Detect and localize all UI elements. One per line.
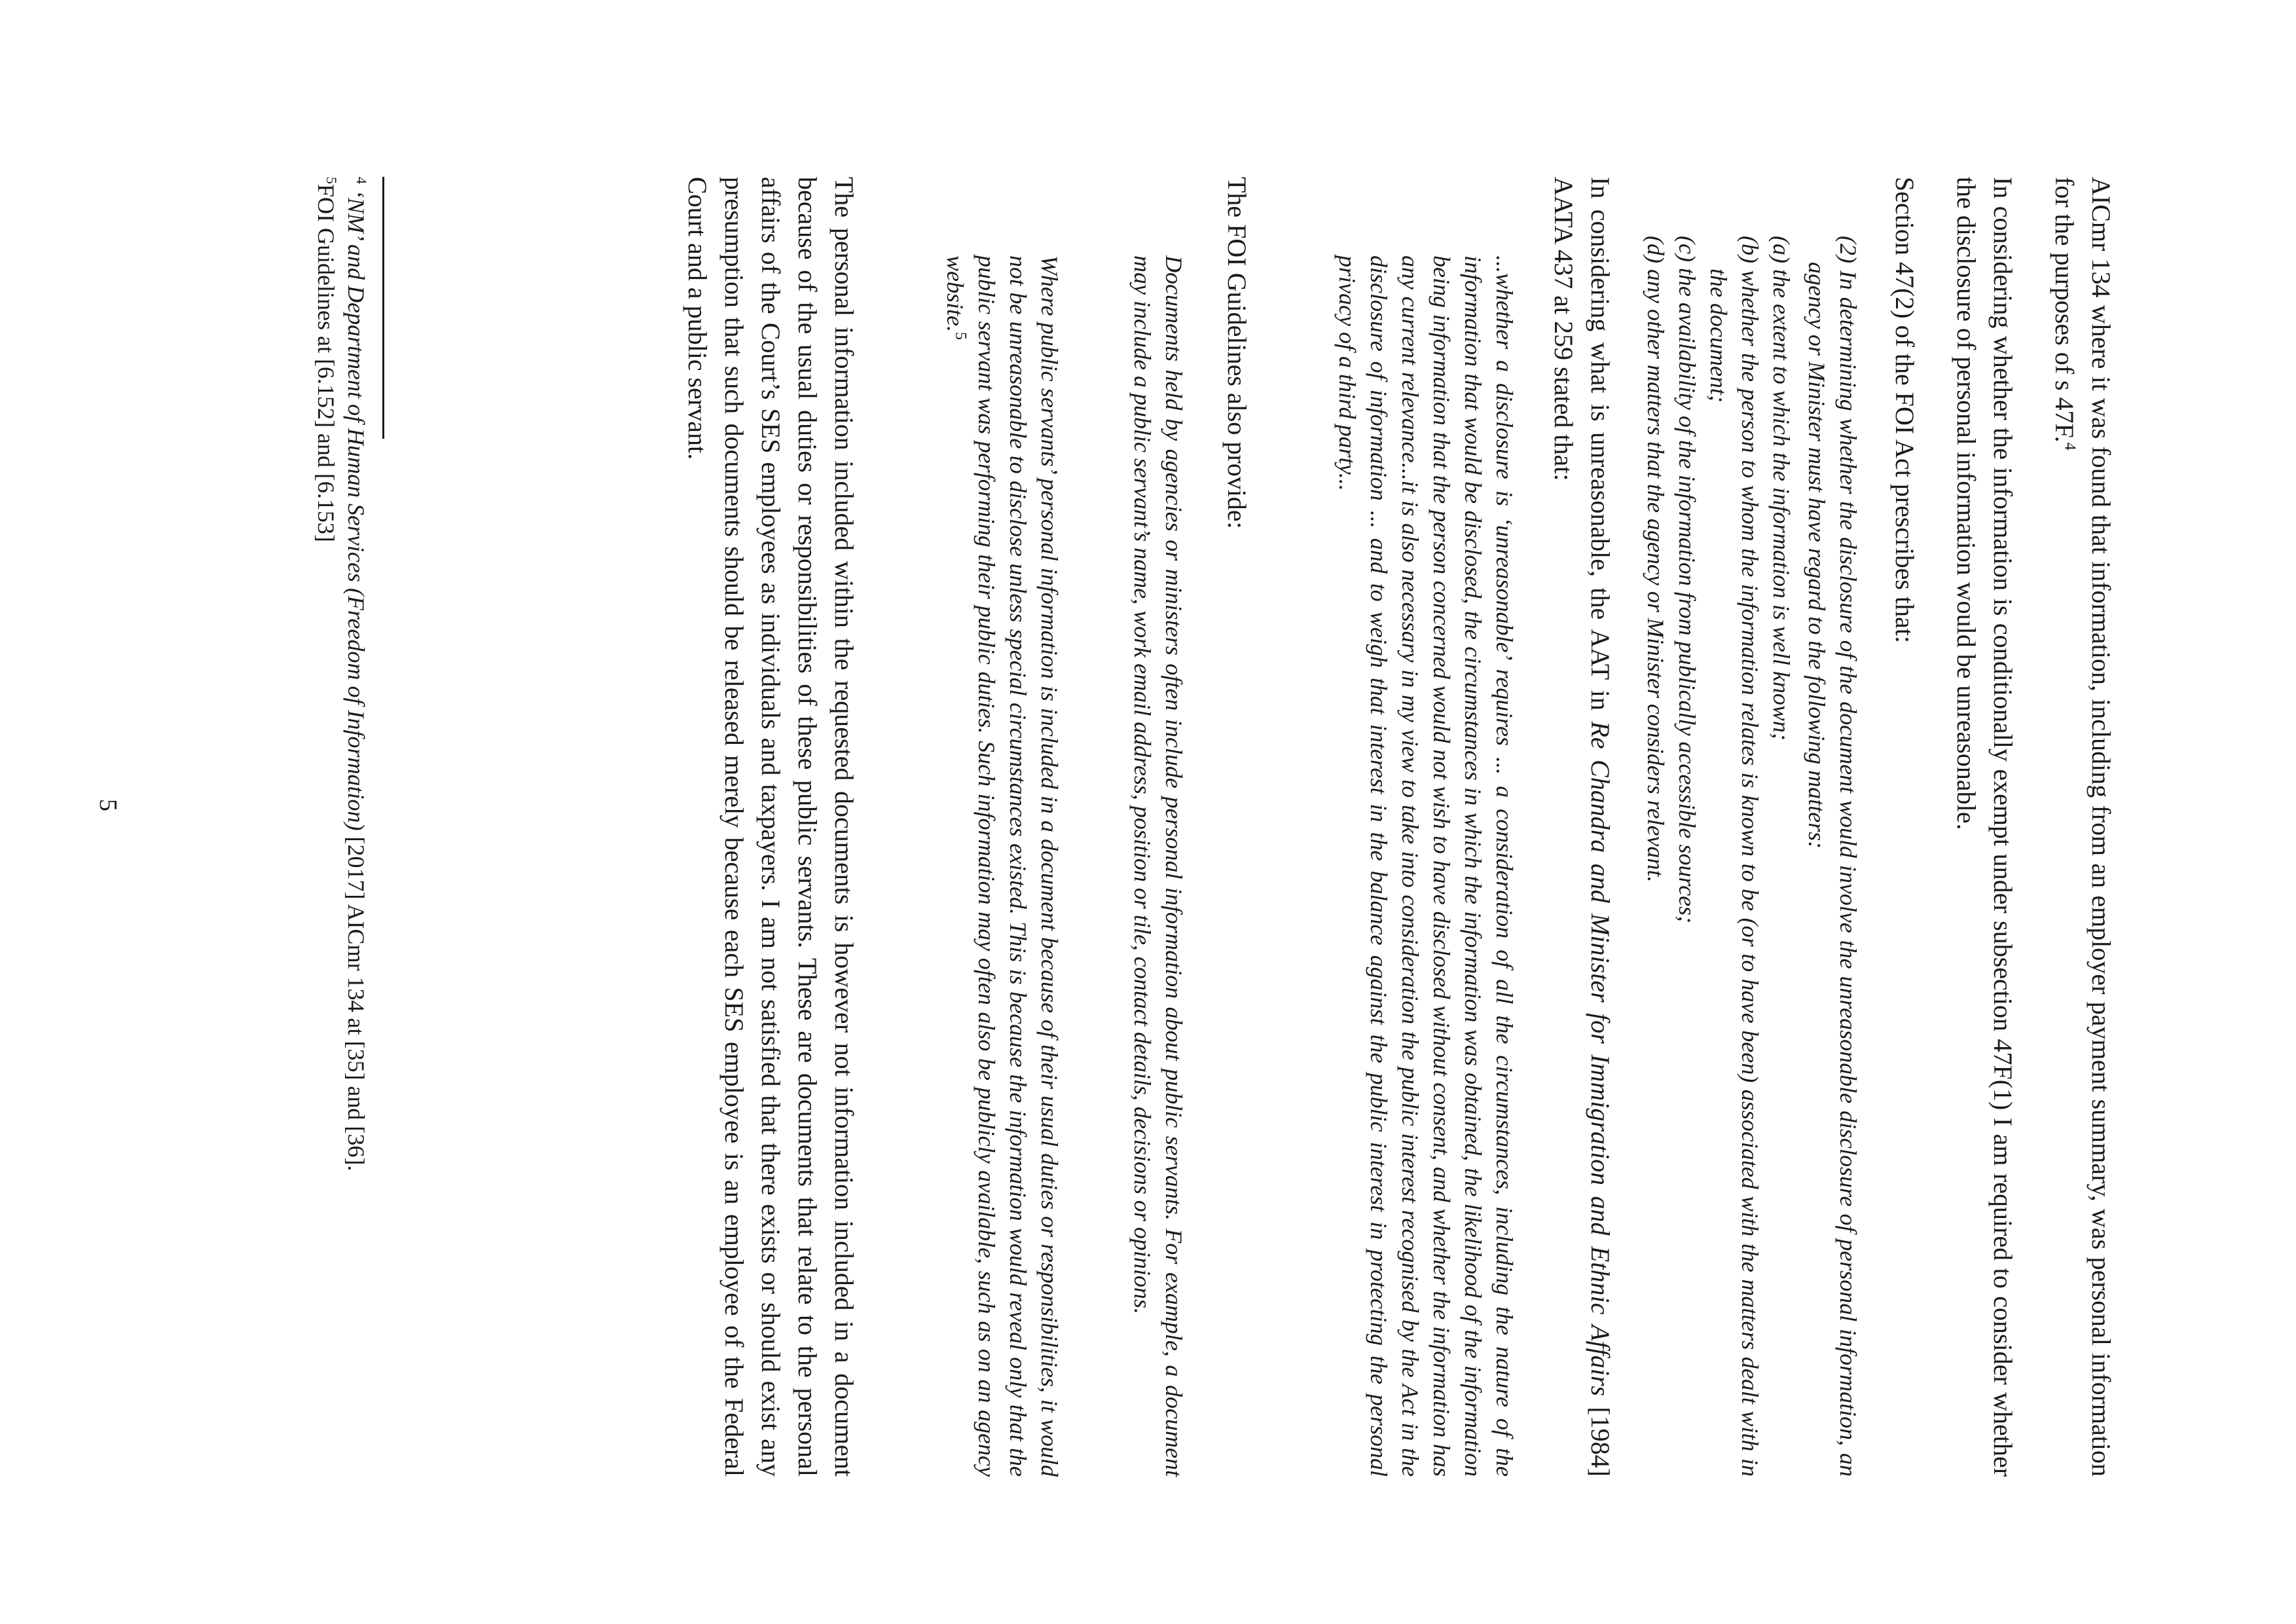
quote-chandra: ...whether a disclosure is ‘unreasonable’ requires ... a consideration of all the circumstances, including the nature of the information that would be disclosed, the circumstances in which the information was obtained, the likelihood of the information being information that the person concerned would not wish to have disclosed without consent, and whether the information has any current relevance...it is also necessary in my view to take into consideration the public interest recognised by the Act in the disclosure of information ... and to weigh that interest in the balance against the public interest in protecting the personal privacy of a third party... <box>1334 255 1518 1477</box>
quote-47-2-item-a: (a) the extent to which the information is well known; <box>1768 236 1795 741</box>
quote-guidelines-para-2: Where public servants’ personal information is included in a document because of their usual duties or responsibilities, it would not be unreasonable to disclose unless special circumstances existed. This is because the information would reveal only that the public servant was performing their public duties. Such information may often also be publicly available, such as on an agency website.$^5$ <box>942 255 1063 1477</box>
quote-47-2-item-d: (d) any other matters that the agency or Minister considers relevant. <box>1643 236 1669 883</box>
quote-47-2-item-c: (c) the availability of the information from publically accessible sources; <box>1674 236 1700 924</box>
footnote-5: $^5$FOI Guidelines at [6.152] and [6.153] <box>313 177 340 542</box>
case-name: Re Chandra and Minister for Immigration and Ethnic Affairs <box>1586 721 1615 1396</box>
quote-guidelines-para-1: Documents held by agencies or ministers often include personal information about public servants. For example, a document may include a public servant’s name, work email address, position or tile, contact details, decisions or opinions. <box>1129 255 1187 1477</box>
quote-47-2-item-b: (b) whether the person to whom the information relates is known to be (or to have been) associated with the matters dealt with in the document; <box>1705 236 1763 1477</box>
paragraph-conditional-exemption: In considering whether the information is conditionally exempt under subsection 47F(1) I am required to consider whether the disclosure of personal information would be unreasonable. <box>1952 177 2018 1477</box>
footnotes <box>311 177 371 1477</box>
paragraph-personal-information: The personal information included within the requested documents is however not information included in a document because of the usual duties or responsibilities of these public servants. These are documents that relate to the personal affairs of the Court’s SES employees as individuals and taxpayers. I am not satisfied that there exists or should exist any presumption that such documents should be released merely because each SES employee is an employee of the Federal Court and a public servant. <box>683 177 859 1477</box>
footnote-ref-4: 4 <box>2061 442 2079 451</box>
footnote-separator <box>382 177 384 439</box>
quote-section-47-2 <box>1640 177 1864 1477</box>
paragraph-employer-payment-summary: AICmr 134 where it was found that information, including from an employer payment summary, was personal information for the purposes of s 47F.$^4$ <box>2050 177 2116 1477</box>
paragraph-section-47-2: Section 47(2) of the FOI Act prescribes that: <box>1890 177 1920 644</box>
quote-47-2-intro: (2) In determining whether the disclosure of the document would involve the unreasonable disclosure of personal information, an agency or Minister must have regard to the following matters: <box>1804 236 1861 1477</box>
paragraph-aat-chandra-intro: In considering what is unreasonable, the AAT in Re Chandra and Minister for Immigration and Ethnic Affairs [1984] AATA 437 at 259 stated that: <box>1549 177 1615 1477</box>
footnote-4: $^4$ ‘NM’ and Department of Human Services (Freedom of Information) [2017] AICmr 134 at [35] and [36]. <box>343 177 370 1172</box>
footnote-ref-5: 5 <box>952 331 969 340</box>
page-number: 5 <box>94 799 122 811</box>
paragraph-guidelines-intro: The FOI Guidelines also provide: <box>1222 177 1252 529</box>
